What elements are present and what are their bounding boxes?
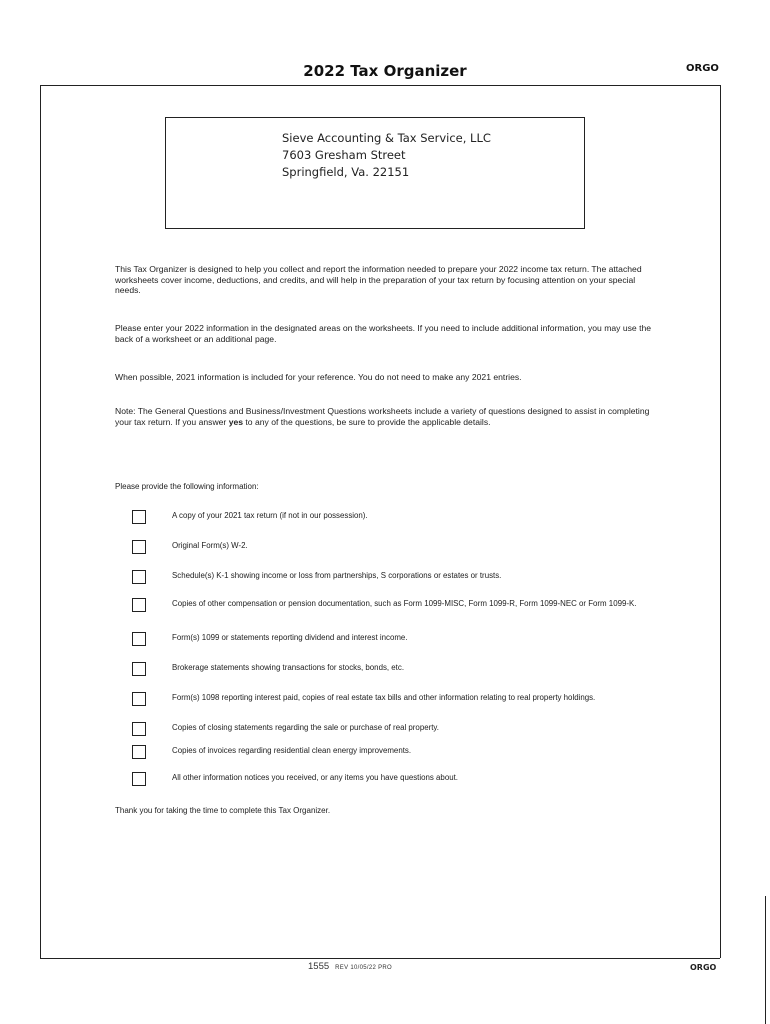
preparer-address-box — [165, 117, 585, 229]
checklist-item — [132, 598, 692, 628]
form-code-top: ORGO — [686, 63, 719, 74]
frame-right-rule — [720, 85, 721, 958]
closing-note: Thank you for taking the time to complete this Tax Organizer. — [115, 806, 331, 815]
checklist-item-text: Brokerage statements showing transactions for stocks, bonds, etc. — [172, 663, 405, 672]
checklist-item — [132, 510, 692, 540]
preparer-name: Sieve Accounting & Tax Service, LLC — [282, 131, 491, 145]
footer-page-id: 1555 — [308, 961, 330, 972]
checklist-item-text: A copy of your 2021 tax return (if not in our possession). — [172, 511, 368, 520]
checkbox[interactable] — [132, 692, 146, 706]
checkbox[interactable] — [132, 632, 146, 646]
checklist-item — [132, 772, 692, 802]
checklist-item-text: Copies of invoices regarding residential clean energy improvements. — [172, 746, 412, 755]
checklist-item-text: All other information notices you received, or any items you have questions about. — [172, 773, 458, 782]
intro-paragraph-2: Please enter your 2022 information in the designated areas on the worksheets. If you need to include additional information, you may use the back of a worksheet or an additional page. — [115, 323, 652, 344]
page-title: 2022 Tax Organizer — [303, 62, 467, 80]
intro-paragraph-4 — [115, 406, 660, 427]
checklist-item — [132, 745, 692, 775]
checklist-item-text: Form(s) 1099 or statements reporting dividend and interest income. — [172, 633, 408, 642]
note-text-end: to any of the questions, be sure to provide the applicable details. — [243, 416, 491, 427]
checklist-item — [132, 540, 692, 570]
checkbox[interactable] — [132, 772, 146, 786]
checklist-item-text: Copies of other compensation or pension documentation, such as Form 1099-MISC, Form 1099-R, Form 1099-NEC or Form 1099-K. — [172, 599, 637, 608]
checkbox[interactable] — [132, 662, 146, 676]
checklist-item — [132, 662, 692, 692]
frame-top-rule — [40, 85, 720, 86]
checklist-item-text: Schedule(s) K-1 showing income or loss from partnerships, S corporations or estates or trusts. — [172, 571, 502, 580]
checklist-item-text: Copies of closing statements regarding the sale or purchase of real property. — [172, 723, 439, 732]
checkbox[interactable] — [132, 722, 146, 736]
checkbox[interactable] — [132, 540, 146, 554]
preparer-city: Springfield, Va. 22151 — [282, 165, 410, 179]
margin-mark — [765, 896, 766, 1024]
checklist-item — [132, 692, 692, 722]
frame-bottom-rule — [40, 958, 720, 959]
checklist-lead: Please provide the following information: — [115, 482, 259, 491]
checkbox[interactable] — [132, 510, 146, 524]
note-yes-emphasis: yes — [228, 416, 244, 427]
footer-id — [308, 961, 392, 972]
checklist-item-text: Form(s) 1098 reporting interest paid, copies of real estate tax bills and other information relating to real property holdings. — [172, 693, 596, 702]
preparer-address — [282, 130, 491, 181]
checklist-item — [132, 632, 692, 662]
intro-paragraph-3: When possible, 2021 information is included for your reference. You do not need to make any 2021 entries. — [115, 372, 522, 382]
intro-paragraph-1: This Tax Organizer is designed to help you collect and report the information needed to prepare your 2022 income tax return. The attached worksheets cover income, deductions, and credits, and will help in the preparation of your tax return by focusing attention on your special needs. — [115, 264, 642, 295]
frame-left-rule — [40, 85, 41, 958]
form-code-bottom: ORGO — [690, 963, 717, 972]
footer-revision: REV 10/05/22 PRO — [335, 965, 392, 971]
checklist-item — [132, 570, 692, 600]
note-text-start: Note: The General Questions and Business/Investment Questions worksheets include a variety of questions designed to assist in completing your tax return. If you answer — [115, 406, 650, 427]
checkbox[interactable] — [132, 598, 146, 612]
preparer-street: 7603 Gresham Street — [282, 148, 406, 162]
checkbox[interactable] — [132, 570, 146, 584]
checklist-item-text: Original Form(s) W-2. — [172, 541, 248, 550]
checkbox[interactable] — [132, 745, 146, 759]
